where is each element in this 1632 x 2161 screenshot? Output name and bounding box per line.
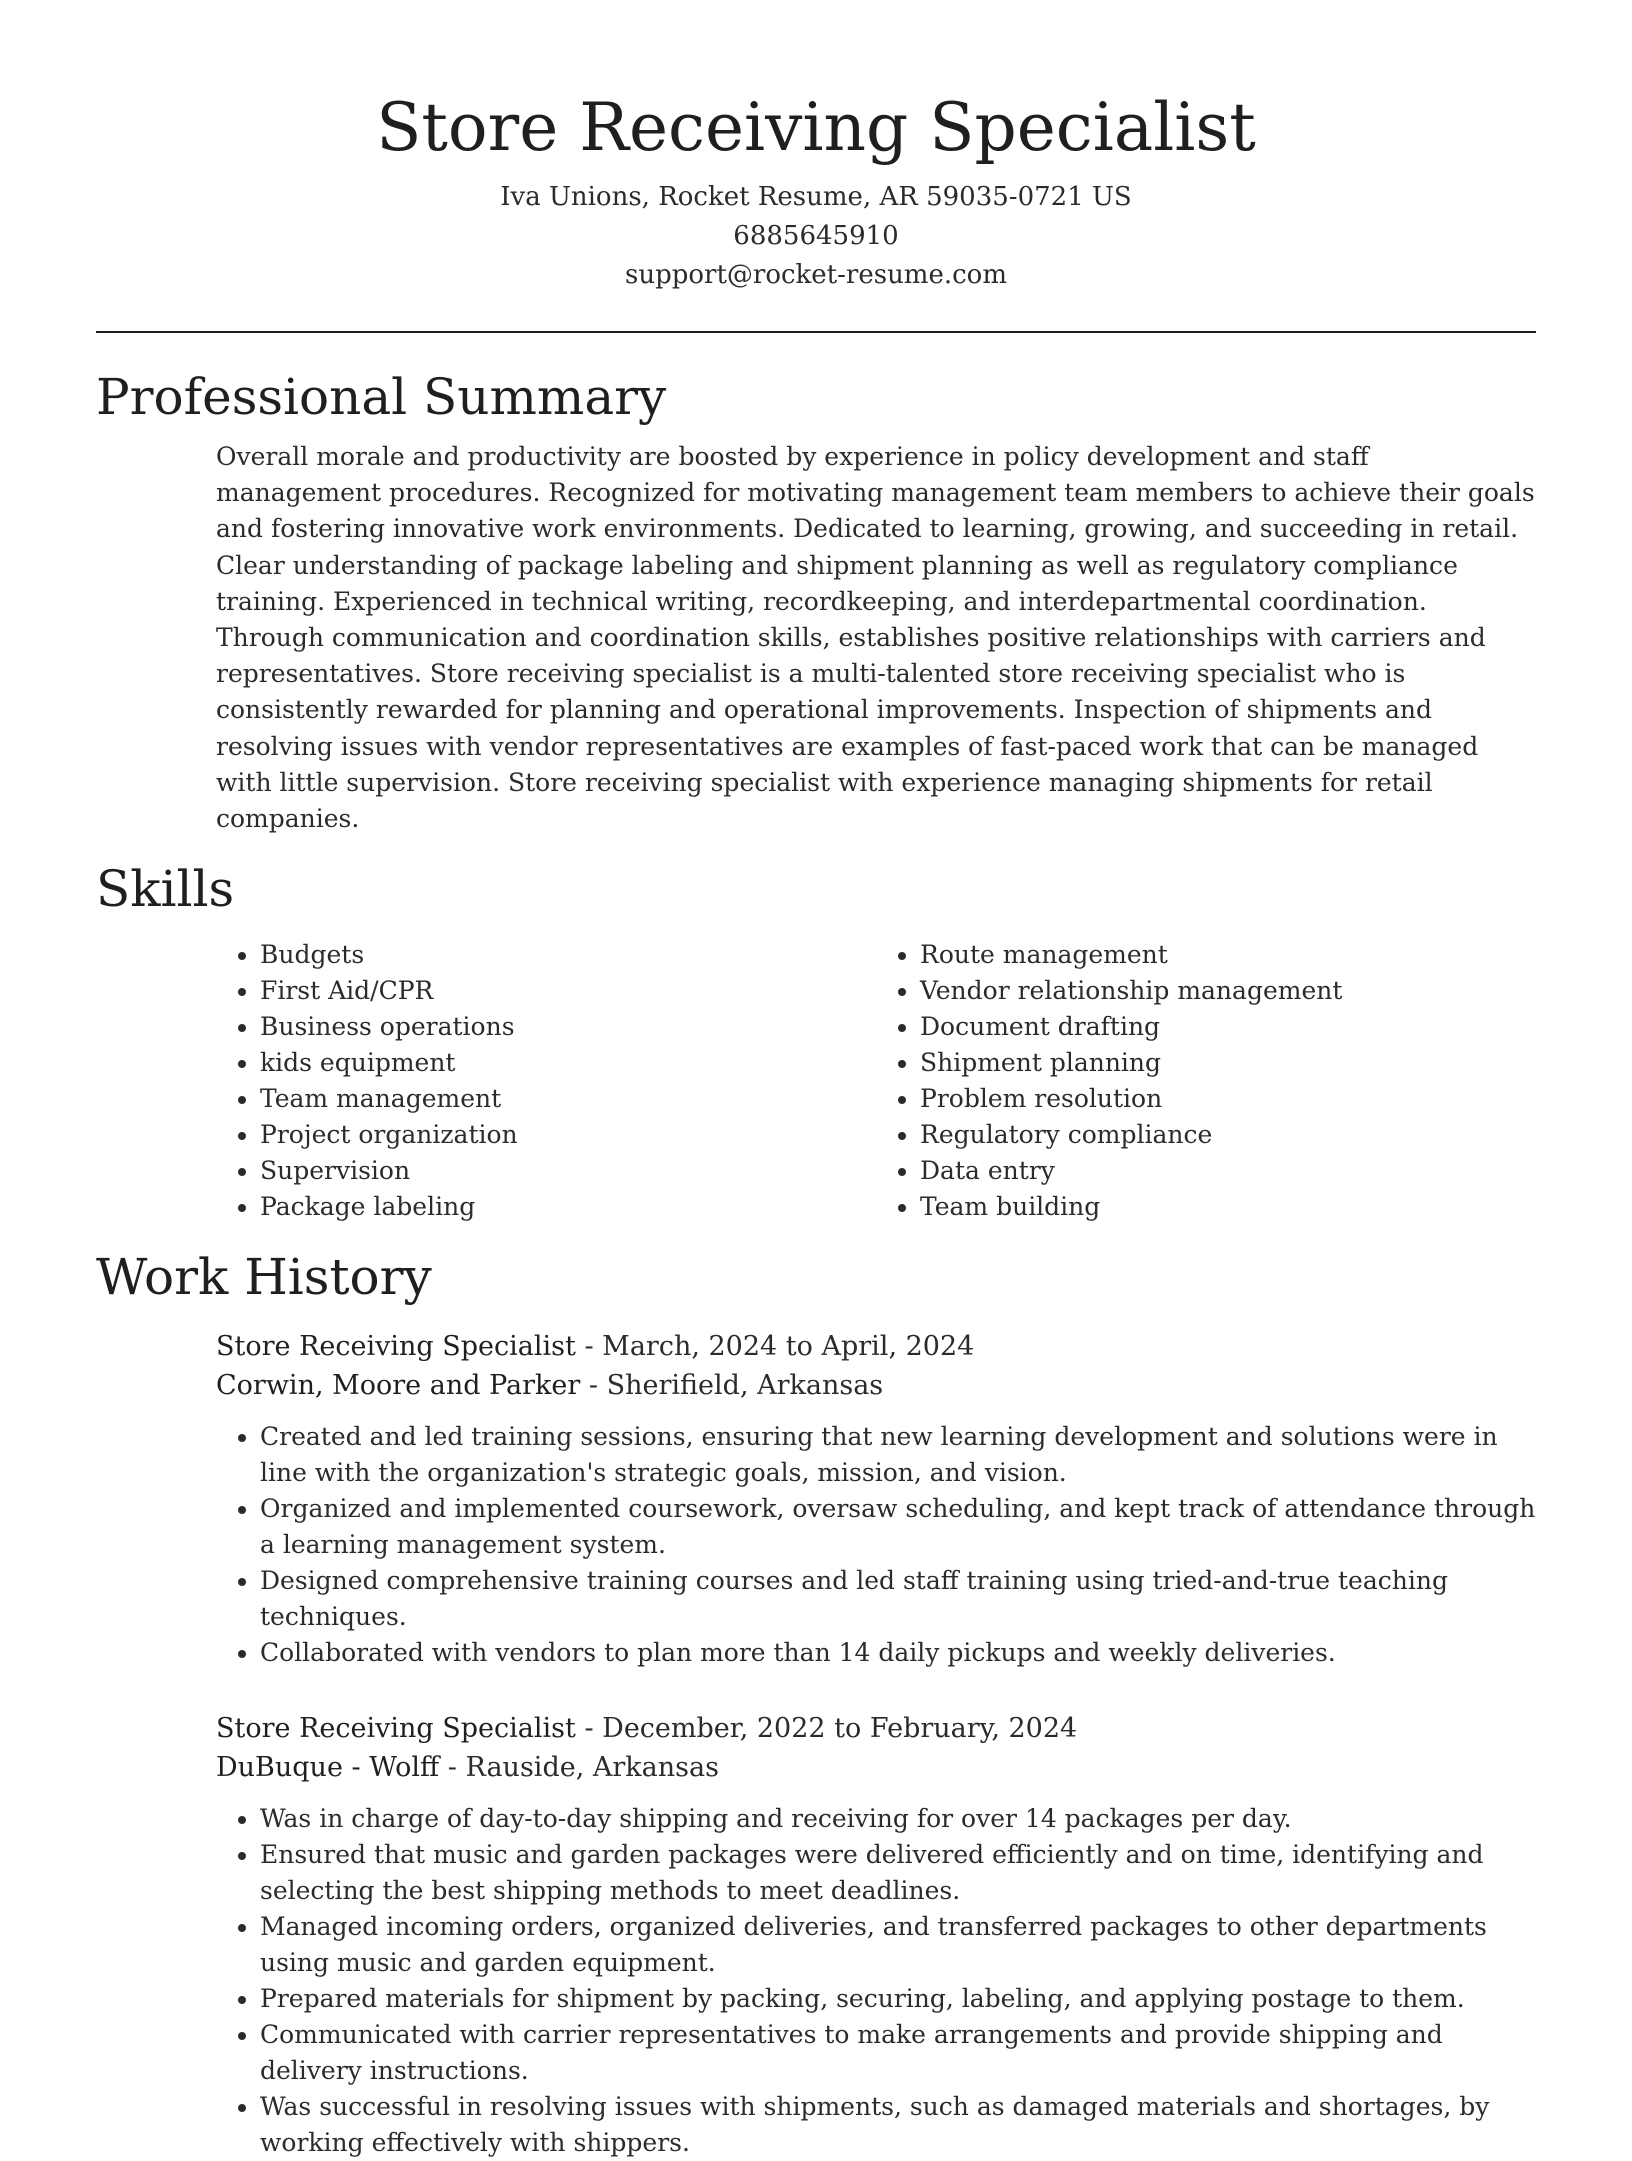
contact-address: Iva Unions, Rocket Resume, AR 59035-0721 US bbox=[500, 182, 1132, 212]
job-company-line bbox=[216, 1748, 1536, 1787]
job-title-line bbox=[216, 1327, 1536, 1366]
job-bullet: • Created and led training sessions, ensuring that new learning development and solutions were in line with the organization's strategic goals, mission, and vision. bbox=[260, 1419, 1536, 1491]
job-location: Rauside, Arkansas bbox=[465, 1752, 719, 1784]
skill-item: • Shipment planning bbox=[920, 1045, 1536, 1081]
skill-item: • Document drafting bbox=[920, 1009, 1536, 1045]
skill-item: • Regulatory compliance bbox=[920, 1117, 1536, 1153]
skill-item: • Problem resolution bbox=[920, 1081, 1536, 1117]
job-location: Sherifield, Arkansas bbox=[606, 1370, 884, 1402]
job-separator: - bbox=[588, 1370, 607, 1402]
skill-item: • Business operations bbox=[260, 1009, 876, 1045]
work-history-heading: Work History bbox=[96, 1248, 432, 1307]
job-separator: - bbox=[447, 1752, 466, 1784]
skills-column-left bbox=[216, 937, 876, 1225]
work-history-list bbox=[216, 1327, 1536, 2161]
contact-email: support@rocket-resume.com bbox=[624, 260, 1007, 290]
skill-item: • Team building bbox=[920, 1189, 1536, 1225]
job-entry bbox=[216, 1709, 1536, 2161]
skills-heading: Skills bbox=[96, 860, 235, 919]
job-separator: - bbox=[584, 1331, 603, 1363]
job-bullet: • Organized and implemented coursework, oversaw scheduling, and kept track of attendance through a learning management system. bbox=[260, 1491, 1536, 1563]
skills-grid bbox=[216, 937, 1536, 1225]
job-title-line bbox=[216, 1709, 1536, 1748]
job-bullet: • Was in charge of day-to-day shipping and receiving for over 14 packages per day. bbox=[260, 1801, 1536, 1837]
skill-item: • Team management bbox=[260, 1081, 876, 1117]
job-bullet: • Communicated with carrier representatives to make arrangements and provide shipping and delivery instructions. bbox=[260, 2017, 1536, 2089]
skill-item: • Project organization bbox=[260, 1117, 876, 1153]
job-title: Store Receiving Specialist bbox=[216, 1331, 576, 1363]
job-company: DuBuque - Wolff bbox=[216, 1752, 440, 1784]
job-bullet: • Managed incoming orders, organized deliveries, and transferred packages to other departments using music and garden equipment. bbox=[260, 1909, 1536, 1981]
header-divider bbox=[96, 331, 1536, 333]
job-title: Store Receiving Specialist bbox=[216, 1713, 576, 1745]
job-bullet: • Was successful in resolving issues with shipments, such as damaged materials and shortages, by working effectively with shippers. bbox=[260, 2089, 1536, 2161]
job-bullets bbox=[216, 1419, 1536, 1671]
job-bullet: • Designed comprehensive training courses and led staff training using tried-and-true teaching techniques. bbox=[260, 1563, 1536, 1635]
job-bullet: • Collaborated with vendors to plan more than 14 daily pickups and weekly deliveries. bbox=[260, 1635, 1536, 1671]
job-separator: - bbox=[584, 1713, 603, 1745]
job-entry bbox=[216, 1327, 1536, 1671]
skill-item: • Data entry bbox=[920, 1153, 1536, 1189]
skill-item: • Package labeling bbox=[260, 1189, 876, 1225]
job-dates: March, 2024 to April, 2024 bbox=[602, 1331, 975, 1363]
summary-text: Overall morale and productivity are boosted by experience in policy development and staff management procedures. Recognized for motivating management team members to achieve their goals and fostering innovative work environments. Dedicated to learning, growing, and succeeding in retail. Clear understanding of package labeling and shipment planning as well as regulatory compliance training. Experienced in technical writing, recordkeeping, and interdepartmental coordination. Through communication and coordination skills, establishes positive relationships with carriers and representatives. Store receiving specialist is a multi-talented store receiving specialist who is consistently rewarded for planning and operational improvements. Inspection of shipments and resolving issues with vendor representatives are examples of fast-paced work that can be managed with little supervision. Store receiving specialist with experience managing shipments for retail companies. bbox=[216, 442, 1535, 834]
skill-item: • Budgets bbox=[260, 937, 876, 973]
skill-item: • Vendor relationship management bbox=[920, 973, 1536, 1009]
resume-header bbox=[96, 0, 1536, 295]
skill-item: • First Aid/CPR bbox=[260, 973, 876, 1009]
job-bullet: • Ensured that music and garden packages were delivered efficiently and on time, identifying and selecting the best shipping methods to meet deadlines. bbox=[260, 1837, 1536, 1909]
skill-item: • kids equipment bbox=[260, 1045, 876, 1081]
job-bullets bbox=[216, 1801, 1536, 2161]
summary-heading: Professional Summary bbox=[96, 368, 667, 426]
job-company: Corwin, Moore and Parker bbox=[216, 1370, 581, 1402]
skill-item: • Supervision bbox=[260, 1153, 876, 1189]
job-bullet: • Prepared materials for shipment by packing, securing, labeling, and applying postage to them. bbox=[260, 1981, 1536, 2017]
contact-block bbox=[96, 178, 1536, 295]
job-company-line bbox=[216, 1366, 1536, 1405]
job-dates: December, 2022 to February, 2024 bbox=[602, 1713, 1078, 1745]
resume-page bbox=[96, 0, 1536, 2161]
contact-phone: 6885645910 bbox=[733, 221, 899, 251]
skills-column-right bbox=[876, 937, 1536, 1225]
skill-item: • Route management bbox=[920, 937, 1536, 973]
resume-title: Store Receiving Specialist bbox=[376, 89, 1256, 166]
